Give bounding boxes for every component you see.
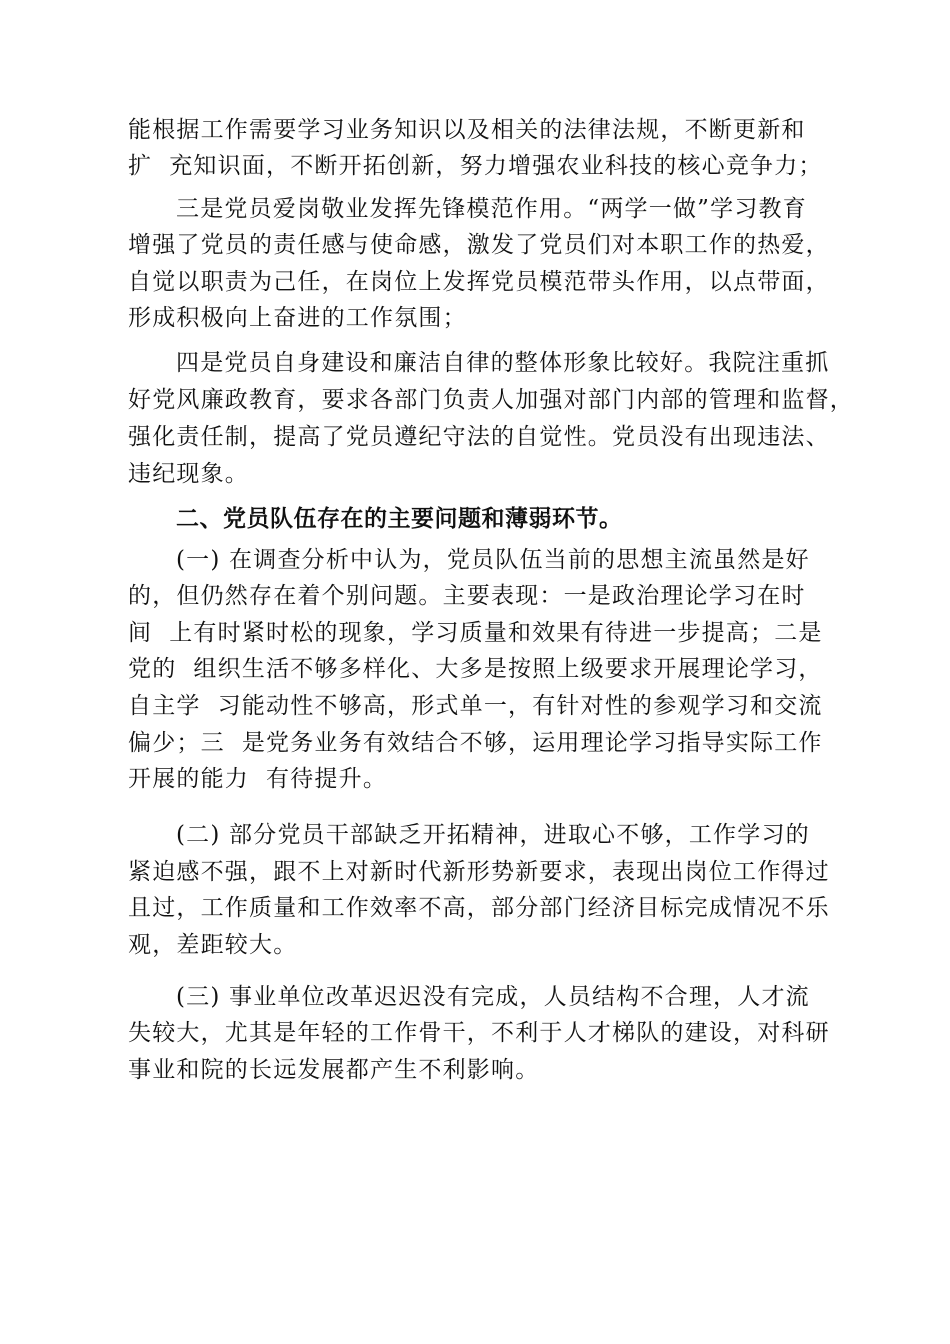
paragraph-line: 违纪现象。	[128, 461, 249, 487]
paragraph-line: 开展的能力 有待提升。	[128, 766, 388, 792]
paragraph-line: 事业和院的长远发展都产生不利影响。	[128, 1057, 540, 1083]
paragraph-line: 失较大，尤其是年轻的工作骨干，不利于人才梯队的建设，对科研	[128, 1020, 830, 1046]
paragraph-line: 四是党员自身建设和廉洁自律的整体形象比较好。我院注重抓	[176, 350, 830, 376]
section-heading: 二、党员队伍存在的主要问题和薄弱环节。	[176, 506, 623, 532]
paragraph-line: 好党风廉政教育，要求各部门负责人加强对部门内部的管理和监督，	[128, 387, 854, 413]
paragraph-line: 自觉以职责为己任，在岗位上发挥党员模范带头作用，以点带面，	[128, 269, 830, 295]
paragraph-line: 观，差距较大。	[128, 932, 298, 958]
paragraph-line: 偏少；三 是党务业务有效结合不够，运用理论学习指导实际工作	[128, 730, 823, 756]
paragraph-line: 间 上有时紧时松的现象，学习质量和效果有待进一步提高；二是	[128, 620, 823, 646]
paragraph-line: 的，但仍然存在着个别问题。主要表现：一是政治理论学习在时	[128, 583, 806, 609]
paragraph-line: 三是党员爱岗敬业发挥先锋模范作用。“两学一做”学习教育	[176, 196, 807, 222]
paragraph-line: (一) 在调查分析中认为，党员队伍当前的思想主流虽然是好	[176, 547, 810, 573]
paragraph-line: (三) 事业单位改革迟迟没有完成，人员结构不合理，人才流	[176, 984, 810, 1010]
paragraph-line: (二) 部分党员干部缺乏开拓精神，进取心不够，工作学习的	[176, 822, 810, 848]
paragraph-line: 党的 组织生活不够多样化、大多是按照上级要求开展理论学习，	[128, 656, 823, 682]
paragraph-line: 增强了党员的责任感与使命感，激发了党员们对本职工作的热爱，	[128, 232, 830, 258]
paragraph-line: 扩 充知识面，不断开拓创新，努力增强农业科技的核心竞争力；	[128, 153, 823, 179]
paragraph-line: 强化责任制，提高了党员遵纪守法的自觉性。党员没有出现违法、	[128, 424, 830, 450]
paragraph-line: 能根据工作需要学习业务知识以及相关的法律法规，不断更新和	[128, 117, 806, 143]
paragraph-line: 自主学 习能动性不够高，形式单一，有针对性的参观学习和交流	[128, 693, 823, 719]
paragraph-line: 且过，工作质量和工作效率不高，部分部门经济目标完成情况不乐	[128, 895, 830, 921]
paragraph-line: 紧迫感不强，跟不上对新时代新形势新要求，表现出岗位工作得过	[128, 859, 830, 885]
paragraph-line: 形成积极向上奋进的工作氛围；	[128, 305, 467, 331]
